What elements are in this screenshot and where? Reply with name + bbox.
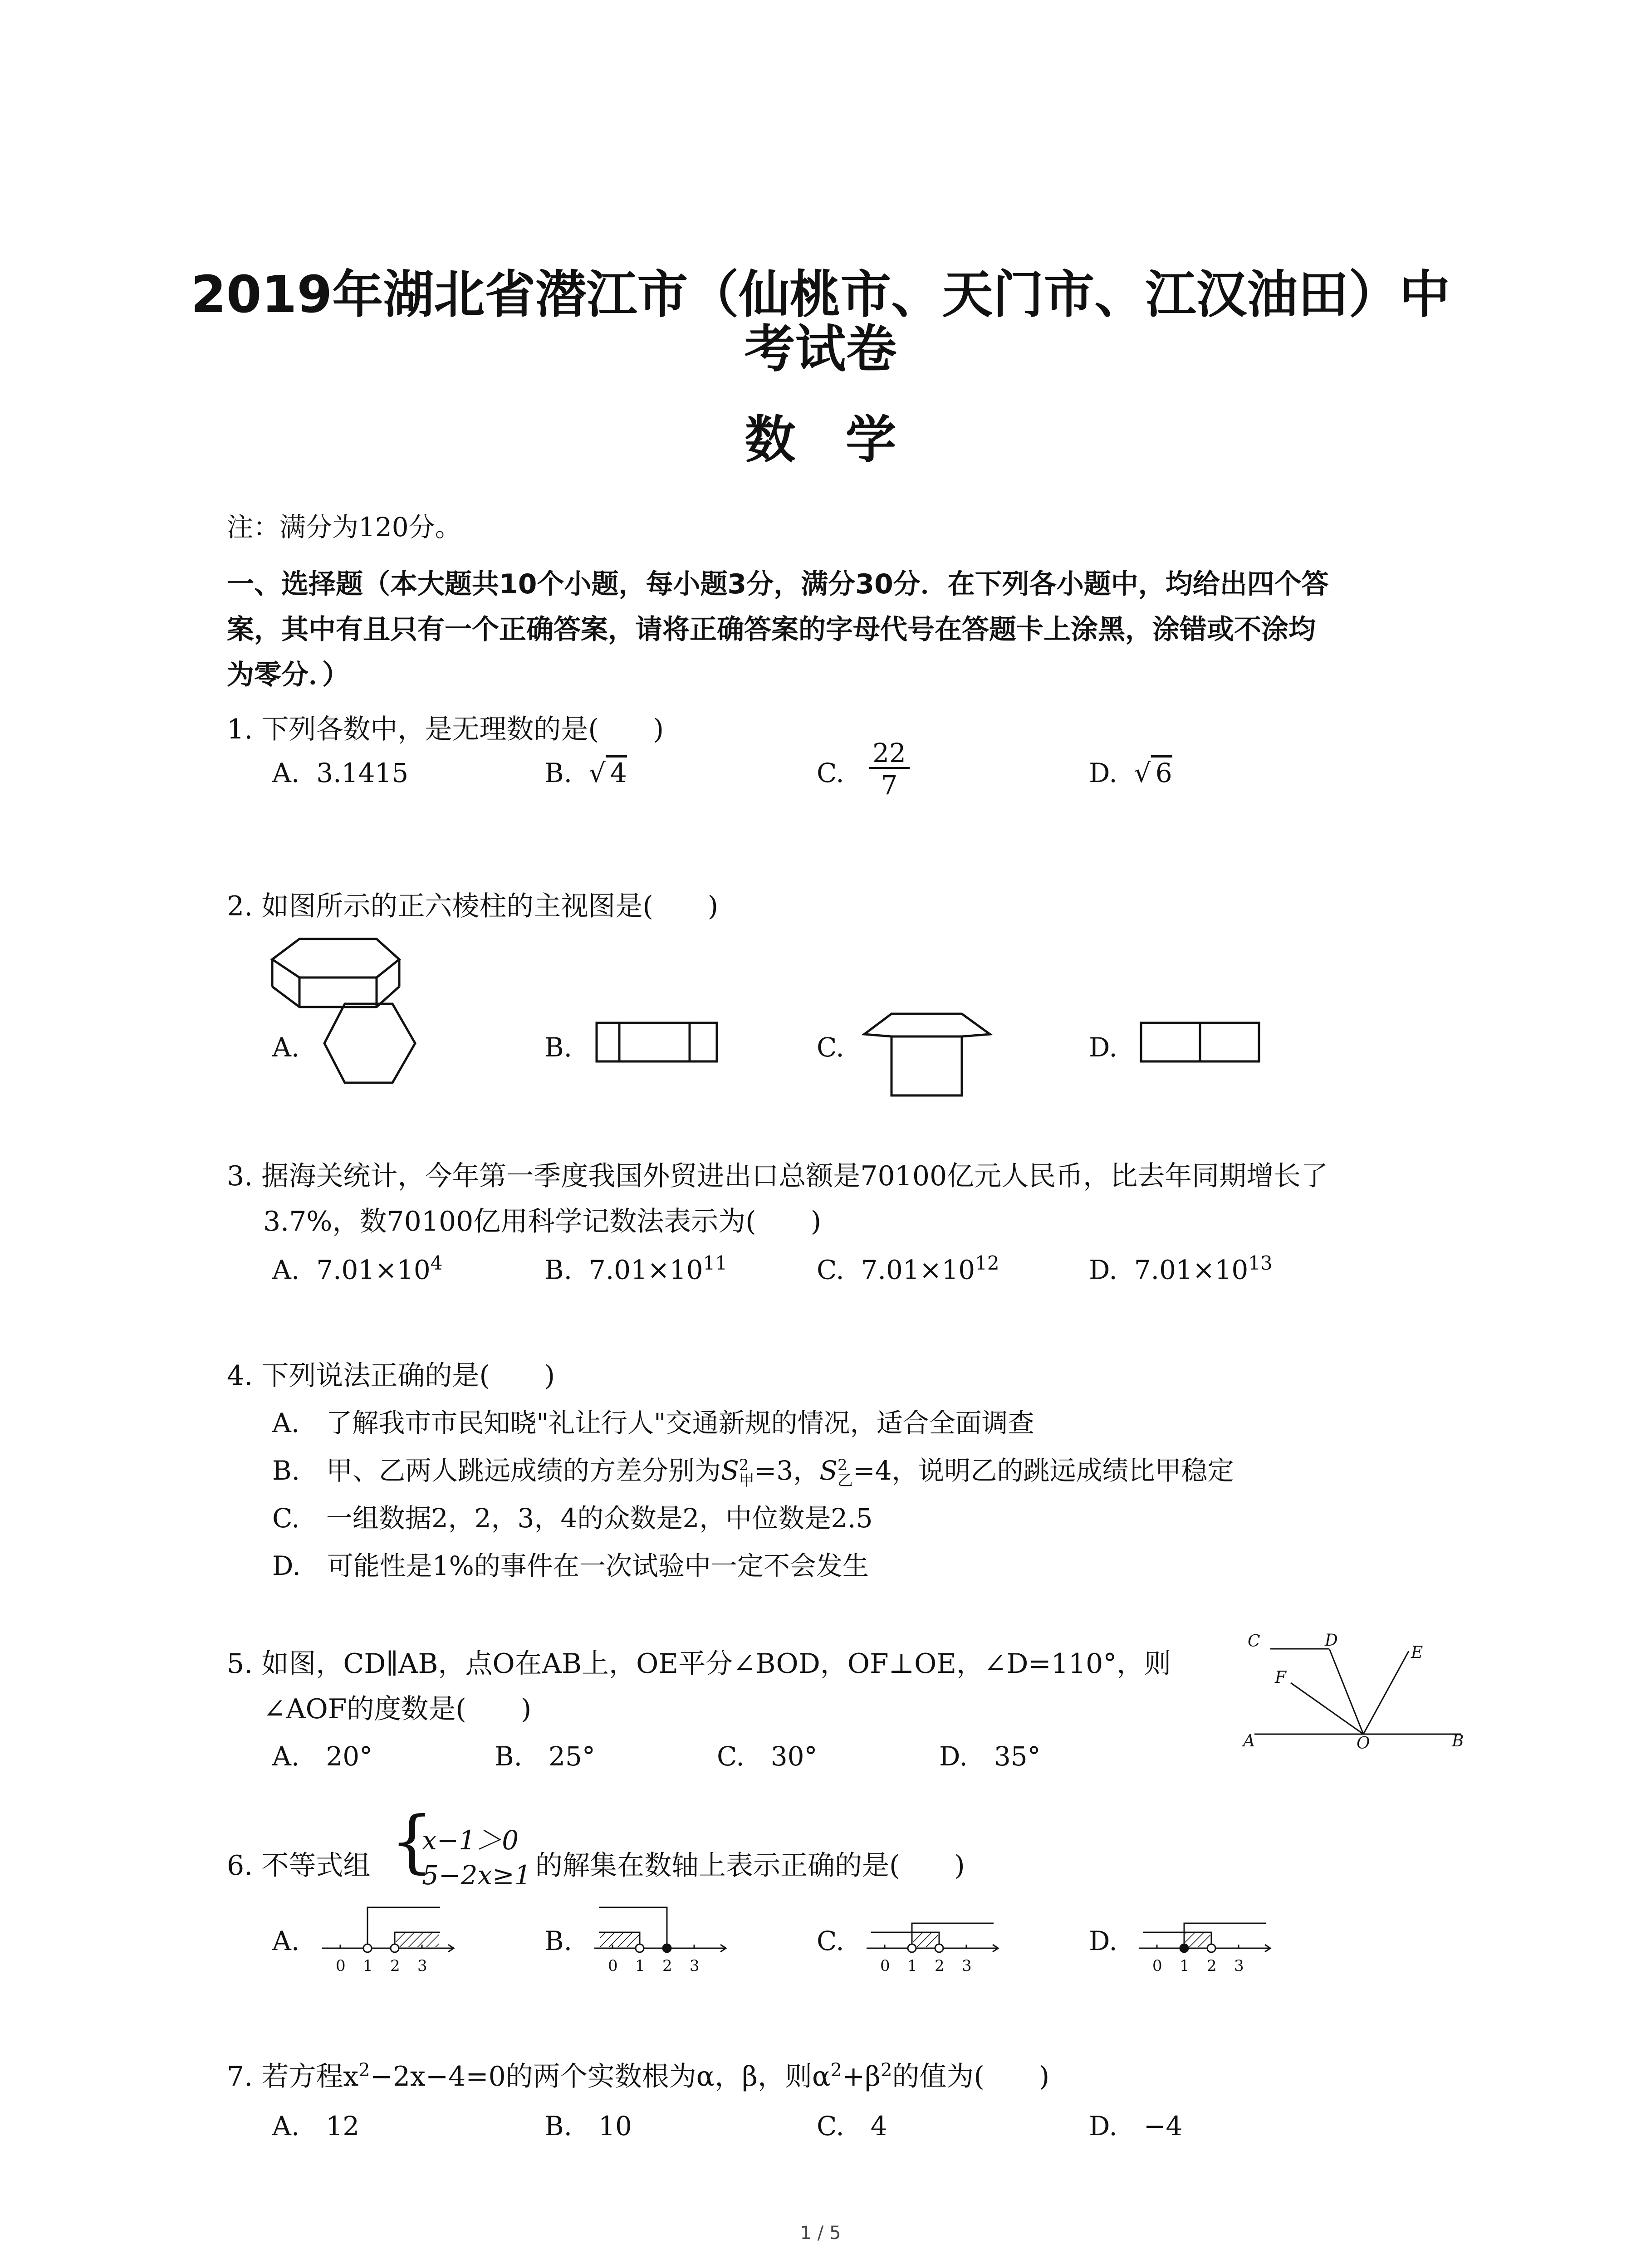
q4-option-a: A. 了解我市市民知晓"礼让行人"交通新规的情况，适合全面调查 <box>272 1408 1034 1438</box>
q2-option-b-three-rect <box>594 1021 721 1066</box>
question-5-stem-line1: 5. 如图，CD∥AB，点O在AB上，OE平分∠BOD，OF⊥OE，∠D=110°，则 <box>227 1648 1171 1680</box>
q5-option-d: D. 35° <box>939 1741 1041 1772</box>
q3-c-exponent: 12 <box>975 1252 999 1274</box>
q6-c-tick-2: 2 <box>935 1957 945 1975</box>
question-3-stem-line1: 3. 据海关统计，今年第一季度我国外贸进出口总额是70100亿元人民币，比去年同期增长了 <box>227 1160 1328 1192</box>
q3-a-base: 7.01×10 <box>316 1254 431 1286</box>
q1-c-denominator: 7 <box>881 769 898 801</box>
q7-sup-3: 2 <box>880 2060 892 2081</box>
q6-d-tick-1: 1 <box>1180 1957 1190 1975</box>
q6-a-tick-1: 1 <box>363 1957 373 1975</box>
q6-d-tick-3: 3 <box>1234 1957 1244 1975</box>
q4-option-c: C. 一组数据2，2，3，4的众数是2，中位数是2.5 <box>272 1503 873 1534</box>
q6-a-tick-3: 3 <box>417 1957 427 1975</box>
q4-b-s2: S <box>819 1455 838 1486</box>
q7-stem-pre: 7. 若方程x <box>227 2061 359 2092</box>
q4-b-sup2: 2 <box>838 1456 847 1474</box>
q1-option-d: D. √ 6 <box>1089 758 1172 788</box>
question-6-stem-pre: 6. 不等式组 <box>227 1850 371 1882</box>
question-7-stem <box>227 2055 1049 2094</box>
q3-option-c <box>817 1252 999 1285</box>
q5-label-f: F <box>1275 1668 1286 1687</box>
q1-d-radicand: 6 <box>1151 755 1172 788</box>
q7-stem-mid: −2x−4=0的两个实数根为α，β，则α <box>370 2061 831 2092</box>
section-heading-line3: 为零分．） <box>227 659 349 691</box>
q7-option-b: B. 10 <box>544 2111 632 2141</box>
q6-d-label: D. <box>1089 1926 1117 1956</box>
q7-option-d: D. −4 <box>1089 2111 1183 2141</box>
q6-b-tick-1: 1 <box>635 1957 645 1975</box>
q5-label-o: O <box>1357 1734 1370 1753</box>
page-title: 2019年湖北省潜江市（仙桃市、天门市、江汉油田）中 <box>191 265 1450 324</box>
q6-a-tick-2: 2 <box>390 1957 400 1975</box>
q2-option-a-hexagon <box>322 1000 417 1086</box>
q6-d-tick-0: 0 <box>1152 1957 1162 1975</box>
q7-option-a: A. 12 <box>272 2111 360 2141</box>
q3-b-base: 7.01×10 <box>588 1254 703 1286</box>
q6-a-label: A. <box>272 1926 300 1956</box>
q7-option-c: C. 4 <box>817 2111 887 2141</box>
q6-b-label: B. <box>544 1926 573 1956</box>
q3-option-a <box>272 1252 442 1285</box>
q4-option-d: D. 可能性是1%的事件在一次试验中一定不会发生 <box>272 1550 869 1581</box>
q6-option-d-number-line <box>1134 1903 1279 1984</box>
score-note: 注：满分为120分。 <box>227 512 461 543</box>
q1-c-label: C. <box>817 758 844 788</box>
q5-label-d: D <box>1325 1631 1338 1650</box>
q2-option-d-two-rect <box>1139 1021 1261 1066</box>
q2-b-label: B. <box>544 1032 573 1063</box>
q2-option-c-hexagon-top <box>862 1009 994 1100</box>
q5-label-a: A <box>1243 1732 1255 1750</box>
q1-option-c <box>817 758 844 788</box>
q4-b-text-mid: =3， <box>754 1455 820 1486</box>
q2-d-label: D. <box>1089 1032 1117 1063</box>
q3-b-label: B. <box>544 1254 573 1286</box>
q3-option-b <box>544 1252 727 1285</box>
q3-b-exponent: 11 <box>703 1252 727 1274</box>
q1-b-label: B. <box>544 758 573 788</box>
section-heading-line1: 一、选择题（本大题共10个小题，每小题3分，满分30分．在下列各小题中，均给出四个答 <box>227 568 1329 600</box>
q4-b-s1: S <box>721 1455 739 1486</box>
q5-label-c: C <box>1248 1632 1260 1651</box>
question-1-stem: 1. 下列各数中，是无理数的是( ) <box>227 714 664 745</box>
question-2-stem: 2. 如图所示的正六棱柱的主视图是( ) <box>227 890 719 922</box>
q1-option-b: B. √ 4 <box>544 758 627 788</box>
q1-c-fraction <box>869 739 910 802</box>
q6-b-tick-0: 0 <box>608 1957 618 1975</box>
q4-b-text-pre: B. 甲、乙两人跳远成绩的方差分别为 <box>272 1455 721 1486</box>
q2-a-label: A. <box>272 1032 300 1063</box>
q4-option-b <box>272 1449 1234 1488</box>
q4-b-sub-yi: 乙 <box>838 1471 853 1490</box>
subject-title: 数学 <box>745 411 946 469</box>
q3-c-base: 7.01×10 <box>861 1254 975 1286</box>
q6-b-tick-2: 2 <box>662 1957 672 1975</box>
q5-option-a: A. 20° <box>272 1741 373 1772</box>
q6-c-label: C. <box>817 1926 844 1956</box>
q6-a-tick-0: 0 <box>336 1957 346 1975</box>
q7-stem-mid2: +β <box>842 2061 881 2092</box>
q1-d-label: D. <box>1089 758 1117 788</box>
q4-b-text-post: =4，说明乙的跳远成绩比甲稳定 <box>853 1455 1234 1486</box>
q6-brace: { <box>390 1802 434 1881</box>
page-title-line2: 考试卷 <box>744 320 897 379</box>
q6-option-a-number-line <box>318 1903 463 1984</box>
q7-sup-2: 2 <box>830 2060 842 2081</box>
q3-d-label: D. <box>1089 1254 1117 1286</box>
q4-b-sub-jia: 甲 <box>739 1471 754 1490</box>
section-heading-line2: 案，其中有且只有一个正确答案，请将正确答案的字母代号在答题卡上涂黑，涂错或不涂均 <box>227 614 1316 645</box>
q3-option-d <box>1089 1252 1273 1285</box>
q3-a-label: A. <box>272 1254 300 1286</box>
q5-label-b: B <box>1452 1732 1464 1750</box>
q6-c-tick-3: 3 <box>962 1957 972 1975</box>
q1-c-numerator: 22 <box>869 739 910 769</box>
q1-b-radicand: 4 <box>606 755 627 788</box>
q3-d-exponent: 13 <box>1248 1252 1273 1274</box>
q5-option-b: B. 25° <box>495 1741 595 1772</box>
question-6-stem-post: 的解集在数轴上表示正确的是( ) <box>535 1850 965 1882</box>
q6-inequality-2: 5−2x≥1 <box>422 1860 531 1891</box>
q6-option-b-number-line <box>590 1903 735 1984</box>
question-3-stem-line2: 3.7%，数70100亿用科学记数法表示为( ) <box>263 1206 822 1237</box>
q2-c-label: C. <box>817 1032 844 1063</box>
q6-c-tick-0: 0 <box>880 1957 890 1975</box>
q4-b-sup1: 2 <box>739 1456 749 1474</box>
question-4-stem: 4. 下列说法正确的是( ) <box>227 1360 555 1392</box>
q5-label-e: E <box>1411 1643 1423 1662</box>
q6-inequality-1: x−1＞0 <box>422 1825 519 1856</box>
q1-option-a <box>272 758 408 788</box>
q3-d-base: 7.01×10 <box>1134 1254 1249 1286</box>
q1-a-value: 3.1415 <box>316 758 409 788</box>
q3-a-exponent: 4 <box>430 1252 443 1274</box>
q6-d-tick-2: 2 <box>1207 1957 1217 1975</box>
q5-option-c: C. 30° <box>717 1741 818 1772</box>
q6-b-tick-3: 3 <box>690 1957 700 1975</box>
q1-a-label: A. <box>272 758 300 788</box>
q7-stem-post: 的值为( ) <box>892 2061 1050 2092</box>
q6-c-tick-1: 1 <box>907 1957 917 1975</box>
q5-geometry-figure <box>1234 1628 1470 1769</box>
q3-c-label: C. <box>817 1254 844 1286</box>
page-number: 1 / 5 <box>800 2223 841 2244</box>
q6-option-c-number-line <box>862 1903 1007 1984</box>
question-5-stem-line2: ∠AOF的度数是( ) <box>263 1693 532 1725</box>
q7-sup-1: 2 <box>358 2060 370 2081</box>
